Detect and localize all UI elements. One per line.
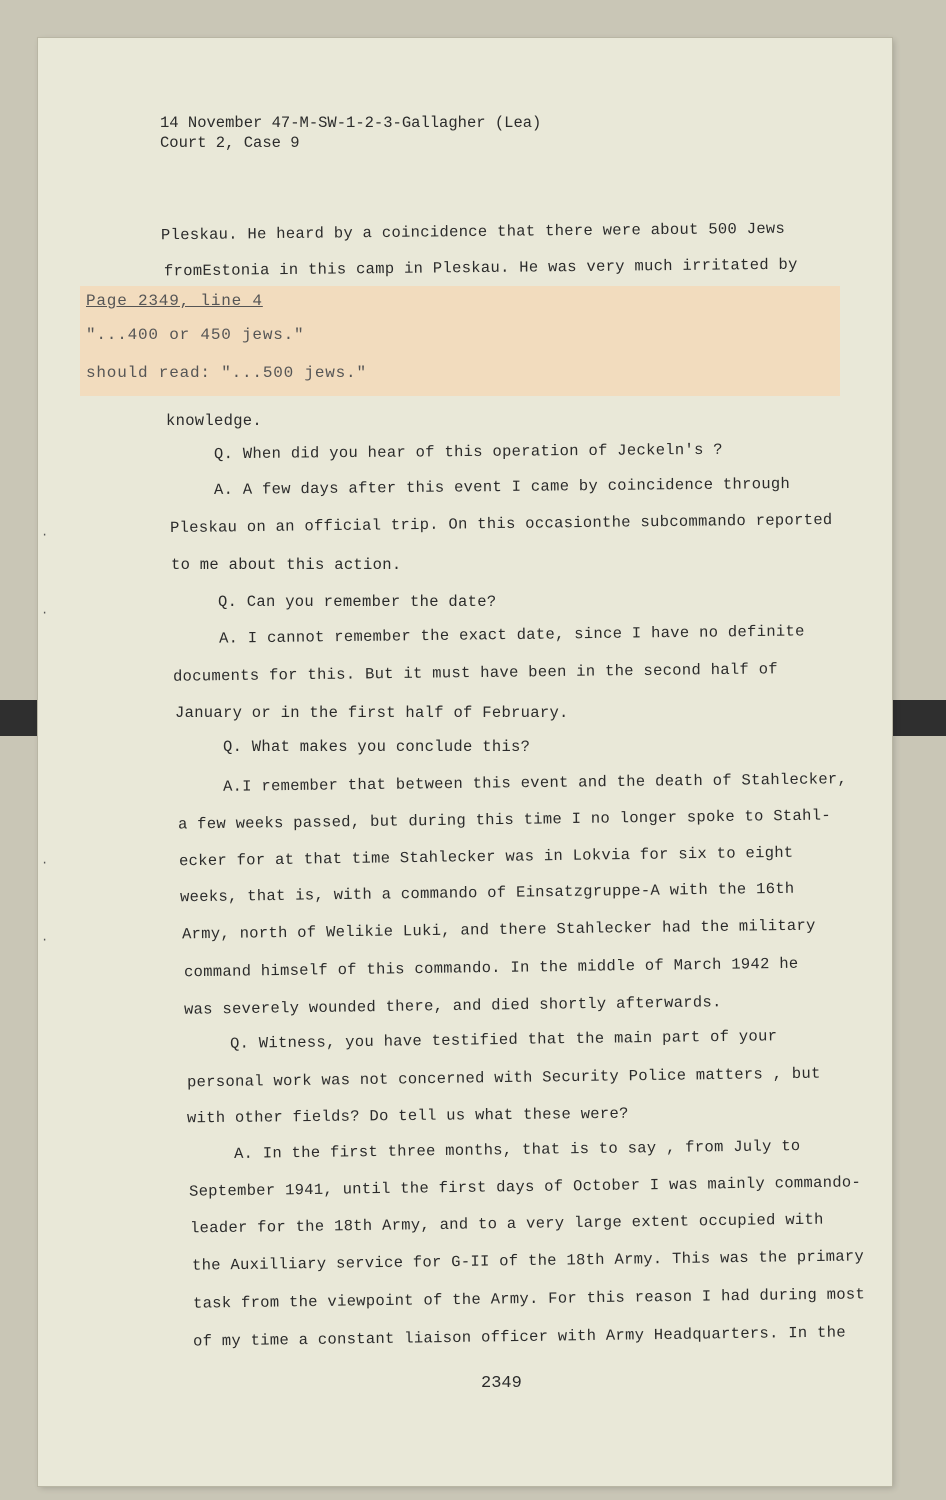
body-line: weeks, that is, with a commando of Einsatzgruppe-A with the 16th xyxy=(179,879,795,907)
page-number: 2349 xyxy=(481,1374,522,1393)
errata-reference: Page 2349, line 4 xyxy=(86,292,263,310)
body-line: Q. Can you remember the date? xyxy=(218,593,497,611)
document-page xyxy=(38,38,892,1486)
body-line: ecker for at that time Stahlecker was in Lokvia for six to eight xyxy=(178,843,794,871)
body-line: command himself of this commando. In the middle of March 1942 he xyxy=(183,954,799,982)
margin-mark: · xyxy=(41,606,49,620)
body-line: January or in the first half of February. xyxy=(175,704,569,722)
body-line: the Auxilliary service for G-II of the 18th Army. This was the primary xyxy=(191,1247,865,1275)
body-line: A. In the first three months, that is to say , from July to xyxy=(233,1137,801,1163)
margin-mark: · xyxy=(41,933,49,947)
body-line: Pleskau on an official trip. On this occasionthe subcommando reported xyxy=(169,510,833,538)
errata-original: "...400 or 450 jews." xyxy=(86,326,305,344)
body-line: of my time a constant liaison officer with Army Headquarters. In the xyxy=(192,1323,847,1351)
errata-slip xyxy=(80,286,840,396)
margin-mark: · xyxy=(41,856,49,870)
body-line: September 1941, until the first days of October I was mainly commando- xyxy=(188,1173,862,1201)
body-line: A. A few days after this event I came by coincidence through xyxy=(213,474,791,500)
body-line: Pleskau. He heard by a coincidence that there were about 500 Jews xyxy=(160,219,786,245)
body-line: was severely wounded there, and died shortly afterwards. xyxy=(183,993,722,1019)
body-line: A. I cannot remember the exact date, since I have no definite xyxy=(218,622,805,648)
body-line: documents for this. But it must have been in the second half of xyxy=(172,660,778,686)
body-line: leader for the 18th Army, and to a very large extent occupied with xyxy=(189,1210,824,1238)
body-line: to me about this action. xyxy=(171,556,402,574)
header-reference: 14 November 47-M-SW-1-2-3-Gallagher (Lea) xyxy=(160,114,542,132)
body-line: a few weeks passed, but during this time I no longer spoke to Stahl- xyxy=(177,806,832,834)
body-line: Army, north of Welikie Luki, and there Stahlecker had the military xyxy=(181,916,816,944)
body-line: A.I remember that between this event and the death of Stahlecker, xyxy=(222,770,848,796)
body-line: personal work was not concerned with Security Police matters , but xyxy=(186,1064,821,1092)
body-line: Q. Witness, you have testified that the main part of your xyxy=(229,1027,778,1053)
errata-correction: should read: "...500 jews." xyxy=(86,364,367,382)
body-line: Q. When did you hear of this operation of Jeckeln's ? xyxy=(213,440,723,464)
body-line: task from the viewpoint of the Army. For this reason I had during most xyxy=(192,1285,866,1313)
body-line: Q. What makes you conclude this? xyxy=(223,738,531,756)
body-line: fromEstonia in this camp in Pleskau. He was very much irritated by xyxy=(163,255,798,281)
body-line: knowledge. xyxy=(166,412,263,430)
margin-mark: · xyxy=(41,528,49,542)
body-line: with other fields? Do tell us what these were? xyxy=(186,1104,629,1128)
header-court-case: Court 2, Case 9 xyxy=(160,134,300,152)
